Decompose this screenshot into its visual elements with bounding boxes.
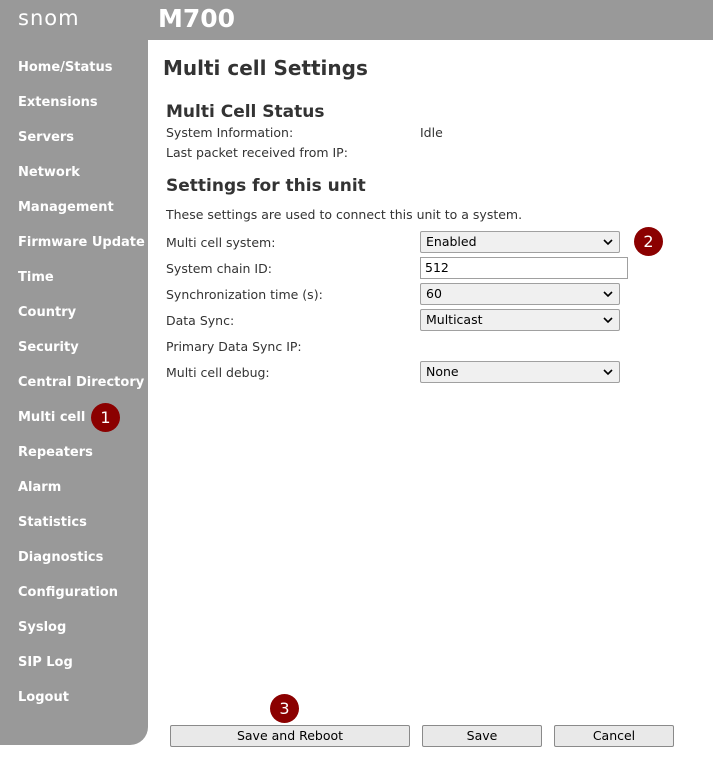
- settings-description: These settings are used to connect this unit to a system.: [166, 207, 523, 222]
- sidebar-item-configuration[interactable]: Configuration: [18, 585, 118, 600]
- last-packet-label: Last packet received from IP:: [166, 145, 348, 160]
- chevron-down-icon: [603, 289, 613, 299]
- sidebar-item-statistics[interactable]: Statistics: [18, 515, 87, 530]
- cancel-button[interactable]: Cancel: [554, 725, 674, 747]
- multi-cell-debug-label: Multi cell debug:: [166, 365, 270, 380]
- multi-cell-system-select[interactable]: [420, 231, 620, 253]
- settings-heading: Settings for this unit: [166, 176, 366, 196]
- sidebar-item-multi-cell[interactable]: Multi cell: [18, 410, 86, 425]
- device-model-title: M700: [158, 4, 236, 33]
- primary-data-sync-ip-label: Primary Data Sync IP:: [166, 339, 302, 354]
- sidebar-item-servers[interactable]: Servers: [18, 130, 75, 145]
- save-and-reboot-button[interactable]: Save and Reboot: [170, 725, 410, 747]
- chevron-down-icon: [603, 367, 613, 377]
- data-sync-select[interactable]: [420, 309, 620, 331]
- system-chain-id-label: System chain ID:: [166, 261, 272, 276]
- multi-cell-status-heading: Multi Cell Status: [166, 102, 325, 122]
- step-badge-3: 3: [270, 694, 299, 723]
- sidebar-item-network[interactable]: Network: [18, 165, 80, 180]
- synchronization-time-label: Synchronization time (s):: [166, 287, 323, 302]
- sidebar-item-central-directory[interactable]: Central Directory: [18, 375, 145, 390]
- sidebar-item-syslog[interactable]: Syslog: [18, 620, 67, 635]
- sidebar-item-home-status[interactable]: Home/Status: [18, 60, 113, 75]
- step-badge-2: 2: [634, 227, 663, 256]
- sidebar-item-diagnostics[interactable]: Diagnostics: [18, 550, 104, 565]
- system-information-label: System Information:: [166, 125, 294, 140]
- synchronization-time-select[interactable]: [420, 283, 620, 305]
- sidebar-item-logout[interactable]: Logout: [18, 690, 69, 705]
- top-header: [0, 0, 713, 40]
- sidebar-item-country[interactable]: Country: [18, 305, 77, 320]
- save-button[interactable]: Save: [422, 725, 542, 747]
- multi-cell-system-value: Enabled: [426, 234, 477, 249]
- snom-logo: snom: [18, 6, 80, 30]
- data-sync-value: Multicast: [426, 312, 483, 327]
- chevron-down-icon: [603, 315, 613, 325]
- sidebar-item-sip-log[interactable]: SIP Log: [18, 655, 73, 670]
- multi-cell-debug-select[interactable]: [420, 361, 620, 383]
- chevron-down-icon: [603, 237, 613, 247]
- sidebar-item-firmware-update[interactable]: Firmware Update: [18, 235, 145, 250]
- page-title: Multi cell Settings: [163, 56, 368, 80]
- sidebar-item-security[interactable]: Security: [18, 340, 79, 355]
- sidebar-item-alarm[interactable]: Alarm: [18, 480, 62, 495]
- multi-cell-debug-value: None: [426, 364, 459, 379]
- sidebar-item-management[interactable]: Management: [18, 200, 114, 215]
- multi-cell-system-label: Multi cell system:: [166, 235, 276, 250]
- data-sync-label: Data Sync:: [166, 313, 235, 328]
- sidebar-item-repeaters[interactable]: Repeaters: [18, 445, 93, 460]
- system-information-value: Idle: [420, 125, 443, 140]
- system-chain-id-input[interactable]: 512: [420, 257, 628, 279]
- sidebar-item-time[interactable]: Time: [18, 270, 54, 285]
- sidebar-item-extensions[interactable]: Extensions: [18, 95, 98, 110]
- sidebar: [0, 40, 148, 745]
- step-badge-1: 1: [91, 403, 120, 432]
- synchronization-time-value: 60: [426, 286, 442, 301]
